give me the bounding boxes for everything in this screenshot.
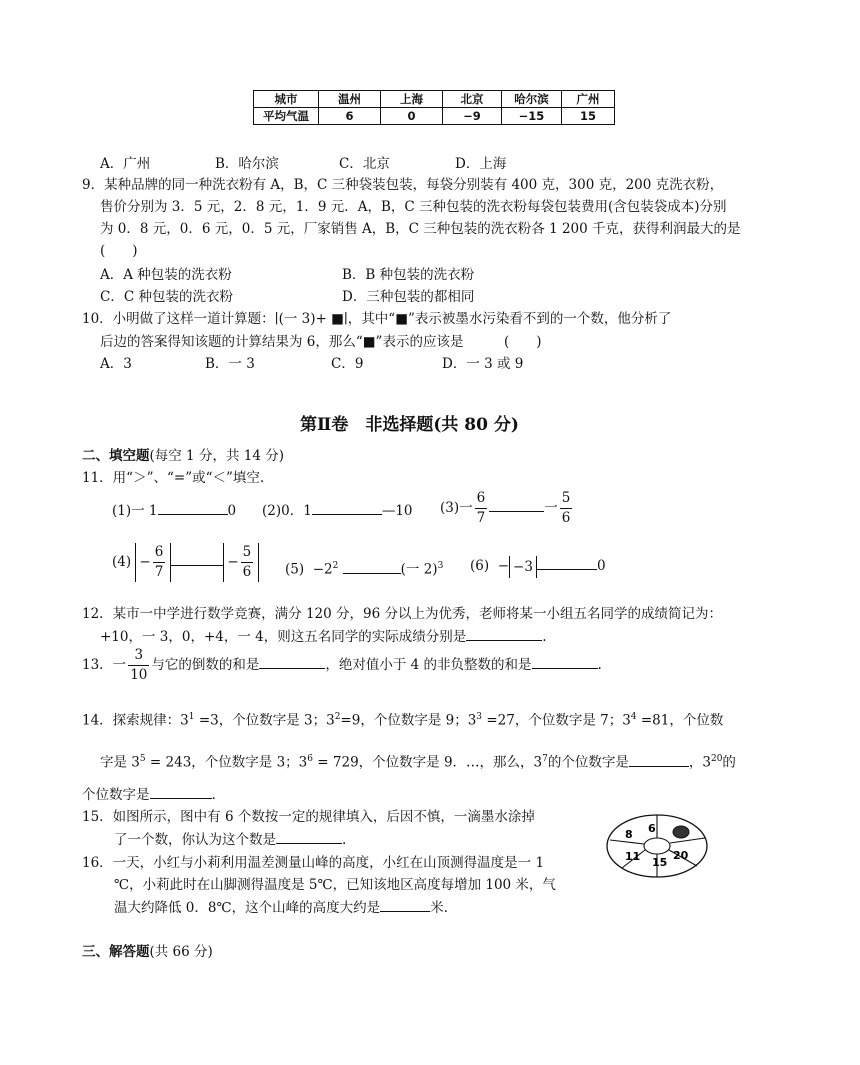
q10-line-2: 后边的答案得知该题的计算结果为 6，那么“■”表示的应该是 ( ) — [100, 334, 542, 350]
answer-blank[interactable] — [171, 553, 223, 566]
q12-text: +10，一 3，0，+4，一 4，则这五名同学的实际成绩分别是 — [100, 629, 467, 645]
table-cell: 上海 — [381, 91, 443, 108]
q15-line-1: 15．如图所示，图中有 6 个数按一定的规律填入，后因不慎，一滴墨水涂掉 — [82, 809, 535, 825]
fraction — [153, 543, 166, 582]
table-cell: 北京 — [443, 91, 502, 108]
q11-text: −2 — [312, 561, 333, 578]
exponent: 2 — [332, 561, 339, 571]
q11-stem: 11．用“＞”、“=”或“＜”填空. — [82, 470, 265, 486]
denominator: 6 — [242, 564, 252, 580]
table-row — [254, 108, 615, 125]
absolute-value: − $\frac{6}{7}$ — [135, 543, 171, 582]
answer-blank[interactable] — [466, 628, 542, 641]
q11-text: —10 — [381, 503, 413, 519]
q14-text: 个位数字是 — [82, 787, 150, 803]
exponent: 4 — [630, 712, 637, 722]
answer-blank[interactable] — [276, 831, 342, 844]
q13-text: 13．一 — [82, 657, 127, 673]
part2-heading — [82, 445, 284, 467]
q9-line-4: ( ) — [100, 243, 138, 259]
table-cell: −15 — [502, 108, 562, 125]
table-cell: 城市 — [254, 91, 319, 108]
figure-number: 15 — [652, 856, 668, 869]
answer-blank[interactable] — [380, 899, 430, 912]
q9-option-a: A．A 种包装的洗衣粉 — [100, 267, 232, 283]
figure-number: 8 — [625, 828, 633, 841]
q9-line-3: 为 0．8 元，0．6 元，0．5 元，厂家销售 A，B，C 三种包装的洗衣粉各 1 200 千克，获得利润最大的是 — [100, 221, 741, 237]
fraction — [475, 489, 488, 528]
q11-item-2 — [262, 500, 413, 522]
q14-line-2 — [100, 748, 736, 774]
answer-blank[interactable] — [259, 656, 325, 669]
q14-text: ，3 — [688, 754, 711, 771]
q9-option-d: D．三种包装的都相同 — [342, 289, 475, 305]
q11-text: (1)一 1 — [112, 503, 158, 519]
section-title: 第Ⅱ卷 非选择题(共 80 分) — [300, 415, 519, 435]
q8-option-b: B．哈尔滨 — [215, 156, 279, 172]
q11-item-4 — [112, 543, 259, 582]
figure-number: 11 — [625, 850, 641, 863]
q11-text: (4) — [112, 554, 132, 570]
q11-text: − — [497, 558, 510, 574]
q11-text: 0 — [596, 558, 606, 574]
q15-text: 了一个数，你认为这个数是 — [114, 832, 276, 848]
q12-line-2 — [100, 626, 547, 648]
q11-item-1 — [112, 500, 236, 522]
q15-text: . — [342, 832, 347, 848]
part2-heading-label: 二、填空题 — [82, 448, 150, 464]
q8-option-a: A．广州 — [100, 156, 151, 172]
numerator: 5 — [560, 489, 573, 509]
denominator: 7 — [154, 564, 164, 580]
part3-heading-note: (共 66 分) — [149, 944, 213, 960]
answer-blank[interactable] — [343, 561, 401, 574]
q11-item-5 — [285, 555, 443, 581]
table-cell: 平均气温 — [254, 108, 319, 125]
denominator: 6 — [561, 510, 571, 526]
q14-text: 的个位数字是 — [547, 754, 629, 771]
absolute-value: − $\frac{5}{6}$ — [223, 543, 259, 582]
q9-line-2: 售价分别为 3．5 元，2．8 元，1．9 元．A，B，C 三种包装的洗衣粉每袋包装费用(含包装袋成本)分别 — [100, 199, 727, 215]
q16-line-2: ℃，小莉此时在山脚测得温度是 5℃，已知该地区高度每增加 100 米，气 — [114, 877, 556, 893]
fraction — [560, 489, 573, 528]
fraction — [128, 646, 149, 685]
q15-line-2 — [114, 829, 346, 851]
exponent: 20 — [710, 754, 723, 764]
exponent: 7 — [542, 754, 548, 764]
table-cell: 广州 — [562, 91, 615, 108]
q8-option-d: D．上海 — [455, 156, 507, 172]
exponent: 1 — [188, 712, 195, 722]
q12-line-1: 12．某市一中学进行数学竞赛，满分 120 分，96 分以上为优秀，老师将某一小组五名同学的成绩简记为： — [82, 606, 722, 622]
answer-blank[interactable] — [150, 786, 212, 799]
ink-blot — [673, 826, 689, 838]
q14-text: =27，个位数字是 7；3 — [486, 712, 631, 729]
temperature-table — [253, 90, 615, 125]
q14-text: 14．探索规律：3 — [82, 712, 189, 729]
answer-blank[interactable] — [489, 499, 544, 512]
exponent: 5 — [139, 754, 146, 764]
q12-text: . — [542, 629, 547, 645]
table-cell: −9 — [443, 108, 502, 125]
denominator: 10 — [130, 667, 148, 683]
number-ellipse-figure — [605, 810, 710, 880]
q11-text: 一 — [544, 500, 558, 516]
numerator: 6 — [475, 489, 488, 509]
figure-number: 20 — [673, 849, 689, 862]
table-cell: 温州 — [319, 91, 381, 108]
q13-text: ，绝对值小于 4 的非负整数的和是 — [325, 657, 532, 673]
table-cell: 6 — [319, 108, 381, 125]
answer-blank[interactable] — [158, 502, 228, 515]
q14-text: = 729，个位数字是 9．…，那么，3 — [313, 754, 543, 771]
q10-option-d: D．一 3 或 9 — [442, 356, 524, 372]
exponent: 6 — [307, 754, 313, 764]
table-header-row — [254, 91, 615, 108]
table-cell: 0 — [381, 108, 443, 125]
q14-text: 字是 3 — [100, 754, 140, 771]
q9-line-1: 9．某种品牌的同一种洗衣粉有 A，B，C 三种袋装包装，每袋分别装有 400 克，300 克，200 克洗衣粉， — [82, 177, 724, 193]
answer-blank[interactable] — [312, 502, 382, 515]
q14-text: =9，个位数字是 9；3 — [340, 712, 477, 729]
q11-text: (2)0．1 — [262, 503, 312, 519]
q10-line-1: 10．小明做了这样一道计算题：∣(一 3)+ ■∣，其中“■”表示被墨水污染看不到的一个数，他分析了 — [82, 311, 672, 327]
q13-text: . — [597, 657, 602, 673]
part2-heading-note: (每空 1 分，共 14 分) — [149, 448, 284, 464]
q14-text: = 243，个位数字是 3；3 — [145, 754, 308, 771]
q14-text: . — [211, 787, 216, 803]
q11-item-6 — [470, 555, 606, 578]
answer-blank[interactable] — [537, 557, 597, 570]
denominator: 7 — [476, 510, 486, 526]
q10-option-a: A．3 — [100, 356, 132, 372]
table-cell: 哈尔滨 — [502, 91, 562, 108]
q11-text: (6) — [470, 558, 490, 574]
q14-line-1 — [82, 706, 723, 732]
q11-text: 0 — [227, 503, 237, 519]
q16-line-1: 16．一天，小红与小莉利用温差测量山峰的高度，小红在山顶测得温度是一 1 — [82, 855, 545, 871]
table-cell: 15 — [562, 108, 615, 125]
answer-blank[interactable] — [629, 754, 689, 767]
figure-number: 6 — [648, 822, 656, 835]
q11-text: (5) — [285, 561, 305, 578]
q16-text: 温大约降低 0．8℃，这个山峰的高度大约是 — [114, 900, 381, 916]
numerator: 6 — [153, 543, 166, 563]
absolute-value: −3 — [509, 556, 537, 578]
exponent: 3 — [476, 712, 483, 722]
part3-heading — [82, 941, 213, 963]
q10-option-c: C．9 — [331, 356, 364, 372]
fraction — [241, 543, 254, 582]
q13-text: 与它的倒数的和是 — [151, 657, 260, 673]
q14-text: 的 — [722, 754, 736, 771]
q11-text: (一 2) — [400, 561, 438, 578]
q10-option-b: B．一 3 — [205, 356, 255, 372]
exponent: 3 — [437, 561, 444, 571]
q9-option-c: C．C 种包装的洗衣粉 — [100, 289, 233, 305]
part3-heading-label: 三、解答题 — [82, 944, 150, 960]
q11-text: (3)一 — [440, 500, 473, 516]
q8-option-c: C．北京 — [339, 156, 390, 172]
q16-line-3 — [114, 897, 448, 919]
answer-blank[interactable] — [532, 656, 598, 669]
q14-text: =3，个位数字是 3；3 — [198, 712, 335, 729]
q9-option-b: B．B 种包装的洗衣粉 — [342, 267, 475, 283]
q11-item-3 — [440, 489, 574, 528]
numerator: 3 — [128, 646, 149, 666]
q14-text: =81，个位数 — [640, 712, 724, 729]
numerator: 5 — [241, 543, 254, 563]
q16-text: 米. — [430, 900, 448, 916]
exponent: 2 — [334, 712, 341, 722]
q13 — [82, 646, 602, 685]
q14-line-3 — [82, 784, 216, 806]
